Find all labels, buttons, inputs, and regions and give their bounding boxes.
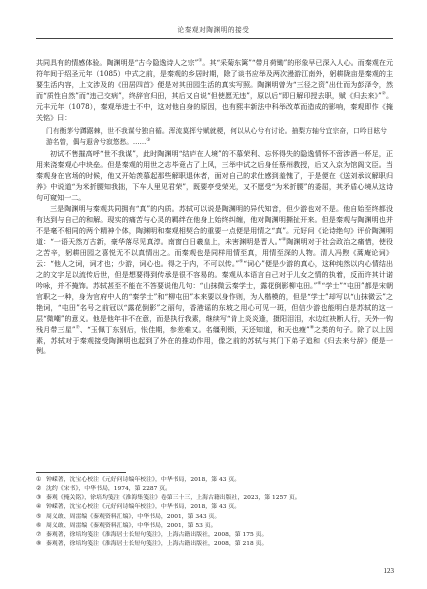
header-rule <box>36 38 393 39</box>
footnote-text: 秦观《掩关铭》，徐培均笺注《淮海集笺注》卷第三十三，上海古籍出版社，2023，第 1257 页。 <box>46 495 301 502</box>
footnote <box>36 531 393 540</box>
footnotes <box>36 476 393 549</box>
paragraph-text: 三是陶渊明与秦观共同拥有“真”的内质。苏轼可以说是陶渊明的异代知音，但少游也对不是。他自始至终都没有达到与自己的和解。现实的痛苦与心灵的羁绊在他身上始终纠缠，他对陶渊明撕扯开来。但是秦观与陶渊明也并不是毫不相同的两个精神个体，陶渊明和秦观相契合的重要一点便是用情之“真”。元好问《论诗绝句》评价陶渊明道：“一语天然万古新，豪华落尽见真淳。南窗白日羲皇上，未害渊明是晋人。” <box>36 204 393 246</box>
footnote-mark: ⑤ <box>36 513 42 520</box>
footnote-text: 钟嵘著，沈宝心校注《元好问诗编年校注》，中华书局，2018，第 43 页。 <box>46 477 241 483</box>
footnote-ref[interactable]: ⑤ <box>239 259 244 265</box>
footnote-ref[interactable]: ④ <box>281 237 287 243</box>
footnote-mark: ⑥ <box>36 522 42 529</box>
footnote-ref[interactable]: ③ <box>146 137 151 143</box>
footnote <box>36 503 393 512</box>
paragraph-text: 。其“采菊东篱”“带月荷锄”的形象早已深入人心。而秦观在元符年间于绍圣元年（1085）中式之前，是秦观的乡居时期，除了谈书应举及两次漫游江南外，躬耕陇亩是秦观的主要生活内容，上文涉及的《田居四首》便是对其田园生活的真实写照。陶渊明曾为“三径之资”出仕而为彭泽令，然而“质性自然”而“违己交病”，终辞官归田，其后又自说“但使愿无违”，原以后“即日解印授去职，赋《归去来》” <box>36 58 393 100</box>
footnote <box>36 485 393 494</box>
paragraph-text: “词心”便是少游的真心，这种纯然以内心情结出之的文字足以流传后世，但是想要得到传承是很不容易的。秦观从本语言自己对于儿女之情的执着，反而许其计诺吟咏，并不掩饰。苏轼甚至不能在不答要说他几句：“山抹微云秦学士，露花倒影柳屯田。” <box>36 258 393 290</box>
footnote-text: 周义敢、周雷编《秦观资料汇编》，中华书局，2001，第 343 页。 <box>46 513 221 520</box>
body-text <box>36 58 393 357</box>
footnote-ref[interactable]: ⑥ <box>317 281 322 287</box>
footnote-ref[interactable]: ⑦ <box>75 325 80 331</box>
footnote-text: 秦观著，徐培均笺注《淮海居士长短句笺注》，上海古籍出版社，2008，第 175 页。 <box>46 531 268 538</box>
footnote <box>36 540 393 549</box>
paragraph-text: 之类的句子。除了以上因素，苏轼对于秦观接受陶渊明也起到了外在的推动作用，像之前的苏轼与其门下弟子追和《归去来兮辞》便是一例。 <box>36 324 393 356</box>
paragraph-text: 陶渊明对于社会政治之痛惜，使役之苦辛，躬耕田园之喜悦无不以真情出之。而秦观也是同样用情至真，用情至深的人物。清人冯煦《蒿庵论词》云：“他人之词，词才也；少游，词心也。得之于内，不可以传。” <box>36 236 393 268</box>
paragraph-text: 初试不售摧高呼“世不我谋”，此时陶渊明“结庐在人境”的不慕荣利、忘怀得失的隐逸情怀不啻涉酒一杯足，正用来浇秦观心中块垒。但是秦观的用世之志毕竟占了上风，三举中试之后身任蔡州教授，后又入京为馆阁文臣。当秦观身在官场的时候，他又开始羡慕起那些解职退休者，面对自己的求仕感到羞愧了，于是便在《送刘承议解职归养》中说道“为米折腰知我拙，下车人里见君荣”，既要亭受荣光，又不愿受“为米折腰”的委屈，其矛盾心境从这诗句可窥知一二。 <box>36 149 393 203</box>
footnote-mark: ① <box>36 477 42 483</box>
paragraph-text: 共同具有的情感体验。陶渊明是“古今隐逸诗人之宗” <box>36 58 199 67</box>
footnote-mark: ③ <box>36 495 42 502</box>
paragraph-text: 、“玉佩丁东别后，怅佳期，参差难又。名缰利锁，天还知道，和天也瘦” <box>79 324 310 334</box>
footnote-ref[interactable]: ② <box>381 91 386 97</box>
footnote-text: 秦观著，徐培均笺注《淮海居士长短句笺注》，上海古籍出版社，2008，第 218 页。 <box>46 541 268 548</box>
footnote-mark: ② <box>36 486 42 493</box>
footnote-mark: ④ <box>36 504 42 511</box>
footnote-text: 周义敢、周雷编《秦观资料汇编》，中华书局，2001，第 53 页。 <box>46 522 217 529</box>
quote-text: 门有衡茅兮蹲踞棘，世不我谋兮独自循。浑流莫挥兮赋就梗，何以从心兮有讨论。抽梨方轴兮宜宗奋，口吟目眩兮游名曾，偶与遐舍兮寂悠愁。…… <box>46 126 387 146</box>
footnote-ref[interactable]: ⑧ <box>309 325 315 331</box>
footnote-text: 钟嵘著，沈宝心校注《元好问诗编年校注》，中华书局，2018，第 43 页。 <box>46 504 241 511</box>
paragraph-1 <box>36 58 393 124</box>
page-number: 123 <box>383 567 394 575</box>
footnote-mark: ⑧ <box>36 541 42 548</box>
footnote-text: 沈约《宋书》，中华书局，1974，第 2287 页。 <box>46 486 172 493</box>
footnote <box>36 476 393 485</box>
paragraph-text: “学士”“屯田”都是宋朝官职之一种，身为官府中人的“秦学士”和“柳屯田”本来要以身作则，为人楷模的，但是“学士”却写以“山抹微云”之艳词，“屯田”名号之前冠以“露花倒影”之丽句，香港谣的东坡之用心可见一斑，但信少游也能明白是苏轼的这一层“微嘲”的意义。他是他年非不在意，而是执行我素，继续写“肯上炎炎逢，摄阳泪泪，水边红袂断人行，天外一钩残月带三星” <box>36 280 394 334</box>
footnote <box>36 522 393 531</box>
footnote-ref[interactable]: ① <box>198 58 203 64</box>
block-quote <box>36 126 393 148</box>
running-head: 论秦观对陶渊明的接受 <box>177 26 250 34</box>
paragraph-3 <box>36 204 393 357</box>
footnote <box>36 494 393 503</box>
paragraph-text: 。元丰元年（1078），秦观举进士不中，这对他自身的原因，也有熙丰新法中科举改革而造成的影响，秦观即作《掩关铭》曰： <box>36 90 393 122</box>
footnote-mark: ⑦ <box>36 531 42 538</box>
footnote <box>36 513 393 522</box>
paragraph-2 <box>36 149 393 204</box>
footnote-rule <box>36 472 126 473</box>
